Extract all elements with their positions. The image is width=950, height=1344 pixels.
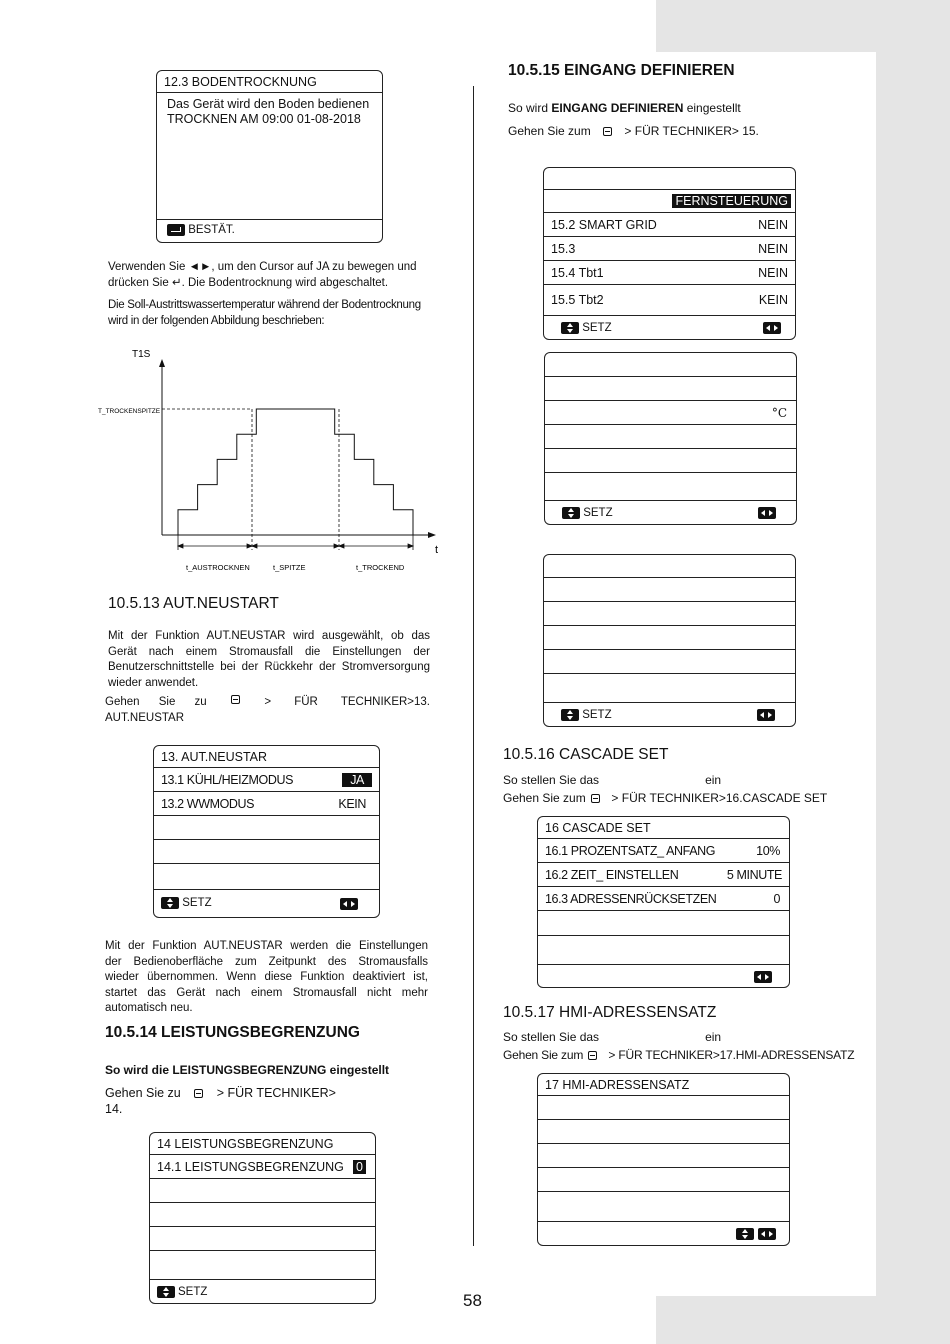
empty-row: [538, 1120, 789, 1144]
confirm-label[interactable]: BESTÄT.: [188, 224, 235, 237]
cursor-instruction: Verwenden Sie ◄►, um den Cursor auf JA zu bewegen und drücken Sie ↵. Die Bodentrocknung wird abgeschaltet.: [108, 261, 417, 289]
panel-title-row: 14 LEISTUNGSBEGRENZUNG: [150, 1133, 375, 1155]
cascade-set-sub: So stellen Sie das ein: [503, 773, 722, 787]
phase-label-1: t_AUSTROCKNEN: [186, 563, 250, 572]
panel-footer: [167, 224, 235, 236]
empty-row: [545, 377, 796, 401]
drying-message-2: TROCKNEN AM 09:00 01-08-2018: [167, 112, 361, 126]
empty-row: [154, 840, 379, 864]
drying-panel: [156, 70, 383, 243]
eingang-panel-3: [543, 554, 796, 727]
selected-value[interactable]: 0: [353, 1160, 366, 1174]
cascade-set-goto: Gehen Sie zum > FÜR TECHNIKER>16.CASCADE SET: [503, 791, 828, 805]
empty-row: [544, 578, 795, 602]
peak-label: T_TROCKENSPITZE: [98, 408, 161, 415]
empty-row: [545, 473, 796, 501]
setting-row-adressenruecksetzen[interactable]: 16.3 ADRESSENRÜCKSETZEN 0: [538, 887, 789, 911]
eingang-panel-1: [543, 167, 796, 340]
setting-row-smart-grid[interactable]: 15.2 SMART GRID NEIN: [544, 212, 795, 237]
enter-arrow-icon: ↵: [171, 276, 182, 289]
menu-icon: [194, 1089, 203, 1098]
phase-label-2: t_SPITZE: [273, 563, 306, 572]
x-axis-label: t: [435, 544, 439, 556]
empty-row: [544, 650, 795, 674]
empty-row: [538, 1192, 789, 1222]
setting-row-zeit-einstellen[interactable]: 16.2 ZEIT_ EINSTELLEN 5 MINUTE: [538, 863, 789, 887]
empty-row: [154, 816, 379, 840]
empty-row: [538, 1144, 789, 1168]
panel-title-row: 17 HMI-ADRESSENSATZ: [538, 1074, 789, 1096]
empty-row: [538, 1096, 789, 1120]
phase-dimension-arrows: [178, 544, 413, 548]
empty-row: [538, 1168, 789, 1192]
left-right-icon[interactable]: [754, 971, 772, 983]
panel-footer: SETZ: [544, 316, 795, 340]
heading-hmi-adressensatz: 10.5.17 HMI-ADRESSENSATZ: [503, 1004, 717, 1021]
left-right-icon[interactable]: [758, 1228, 776, 1240]
setting-row-leistungsbegrenzung[interactable]: 14.1 LEISTUNGSBEGRENZUNG 0: [150, 1155, 375, 1179]
hmi-adressensatz-sub: So stellen Sie das ein: [503, 1030, 722, 1044]
left-right-icon[interactable]: [758, 507, 776, 519]
panel-title-row: [157, 71, 382, 93]
setting-row-kuehl-heizmodus[interactable]: 13.1 KÜHL/HEIZMODUS JA: [154, 768, 379, 792]
leistungsbegrenzung-goto: Gehen Sie zu > FÜR TECHNIKER> 14.: [105, 1086, 336, 1116]
y-axis-arrow: [159, 359, 165, 367]
enter-icon[interactable]: [167, 224, 185, 236]
heading-aut-neustart: 10.5.13 AUT.NEUSTART: [108, 595, 279, 612]
left-right-icon[interactable]: [340, 898, 358, 910]
phase-label-3: t_TROCKEND: [356, 563, 405, 572]
selected-value[interactable]: FERNSTEUERUNG: [672, 194, 791, 208]
panel-title-row: [544, 168, 795, 190]
aut-neustart-intro: Mit der Funktion AUT.NEUSTAR wird ausgewählt, ob das Gerät nach einem Stromausfall die Einstellungen der Benutzerschnittstelle bei der Rückkehr der Stromversorgung wieder anwendet.: [108, 630, 430, 689]
temperature-description: Die Soll-Austrittswassertemperatur während der Bodentrocknung wird in der folgenden Abbildung beschrieben:: [108, 299, 421, 327]
empty-row: [544, 674, 795, 703]
empty-row: [538, 936, 789, 965]
panel-footer: [538, 965, 789, 988]
page-margin-right: [876, 0, 950, 1344]
panel-footer: SETZ: [545, 501, 796, 525]
drying-message-1: Das Gerät wird den Boden bedienen: [167, 97, 370, 111]
up-down-icon[interactable]: [562, 507, 580, 519]
eingang-panel-2: [544, 352, 797, 525]
empty-row: [545, 353, 796, 377]
panel-footer: SETZ: [154, 890, 379, 917]
panel-title: 12.3 BODENTROCKNUNG: [164, 74, 317, 89]
setting-row-15-3[interactable]: 15.3 NEIN: [544, 237, 795, 261]
setting-row-prozentsatz-anfang[interactable]: 16.1 PROZENTSATZ_ ANFANG 10%: [538, 839, 789, 863]
empty-row: [544, 602, 795, 626]
empty-row: [544, 555, 795, 578]
left-right-icon[interactable]: [757, 709, 775, 721]
t1s-series-line: [178, 409, 413, 535]
leistungsbegrenzung-panel: [149, 1132, 376, 1304]
panel-footer: SETZ: [150, 1280, 375, 1304]
up-down-icon[interactable]: [161, 897, 179, 909]
arrows-icon: ◄►: [188, 261, 212, 273]
setting-row-tbt1[interactable]: 15.4 Tbt1 NEIN: [544, 261, 795, 285]
menu-icon: [591, 794, 600, 803]
panel-footer: [538, 1222, 789, 1246]
hmi-adressensatz-goto: Gehen Sie zum > FÜR TECHNIKER>17.HMI-ADRESSENSATZ: [503, 1048, 855, 1062]
drying-chart: [95, 345, 445, 580]
menu-icon: [603, 127, 612, 136]
empty-row: [545, 449, 796, 473]
eingang-definieren-sub: So wird EINGANG DEFINIEREN eingestellt: [508, 101, 741, 115]
menu-icon: [588, 1051, 597, 1060]
hmi-adressensatz-panel: [537, 1073, 790, 1246]
selected-value[interactable]: JA: [342, 773, 372, 787]
temperature-unit: °C: [771, 405, 787, 420]
up-down-icon[interactable]: [736, 1228, 754, 1240]
setting-row-fernsteuerung[interactable]: [544, 190, 795, 212]
setting-row-temperature[interactable]: [545, 401, 796, 425]
heading-eingang-definieren: 10.5.15 EINGANG DEFINIEREN: [508, 62, 735, 79]
left-right-icon[interactable]: [763, 322, 781, 334]
menu-icon: [231, 695, 240, 704]
eingang-definieren-goto: Gehen Sie zum > FÜR TECHNIKER> 15.: [508, 124, 759, 138]
setting-row-tbt2[interactable]: 15.5 Tbt2 KEIN: [544, 285, 795, 316]
aut-neustart-panel: [153, 745, 380, 918]
aut-neustart-description: Mit der Funktion AUT.NEUSTAR werden die Einstellungen der Bedienoberfläche zum Zeitpunkt des Stromausfalls wieder übernommen. Wenn diese Funktion deaktiviert ist, startet das Gerät nach einem Stromausfall nicht mehr automatisch neu.: [105, 940, 428, 1014]
up-down-icon[interactable]: [157, 1286, 175, 1298]
panel-title-row: 16 CASCADE SET: [538, 817, 789, 839]
setting-row-wwmodus[interactable]: 13.2 WWMODUS KEIN: [154, 792, 379, 816]
leistungsbegrenzung-sub: So wird die LEISTUNGSBEGRENZUNG eingestellt: [105, 1063, 390, 1077]
column-divider: [473, 86, 474, 1246]
empty-row: [544, 626, 795, 650]
up-down-icon[interactable]: [561, 322, 579, 334]
empty-row: [538, 911, 789, 936]
cascade-set-panel: [537, 816, 790, 988]
panel-footer: SETZ: [544, 703, 795, 727]
empty-row: [150, 1179, 375, 1203]
empty-row: [150, 1251, 375, 1280]
empty-row: [545, 425, 796, 449]
x-axis-arrow: [428, 532, 436, 538]
aut-neustart-goto: Gehen Sie zu > FÜR TECHNIKER>13. AUT.NEUSTAR: [105, 696, 430, 724]
empty-row: [150, 1203, 375, 1227]
empty-row: [154, 864, 379, 890]
y-axis-label: T1S: [132, 349, 151, 360]
panel-title-row: 13. AUT.NEUSTAR: [154, 746, 379, 768]
panel-footer-line: [157, 219, 382, 220]
up-down-icon[interactable]: [561, 709, 579, 721]
page-margin-bottom: [656, 1296, 950, 1344]
heading-leistungsbegrenzung: 10.5.14 LEISTUNGSBEGRENZUNG: [105, 1024, 360, 1041]
page-number: 58: [463, 1291, 482, 1310]
heading-cascade-set: 10.5.16 CASCADE SET: [503, 746, 669, 763]
empty-row: [150, 1227, 375, 1251]
